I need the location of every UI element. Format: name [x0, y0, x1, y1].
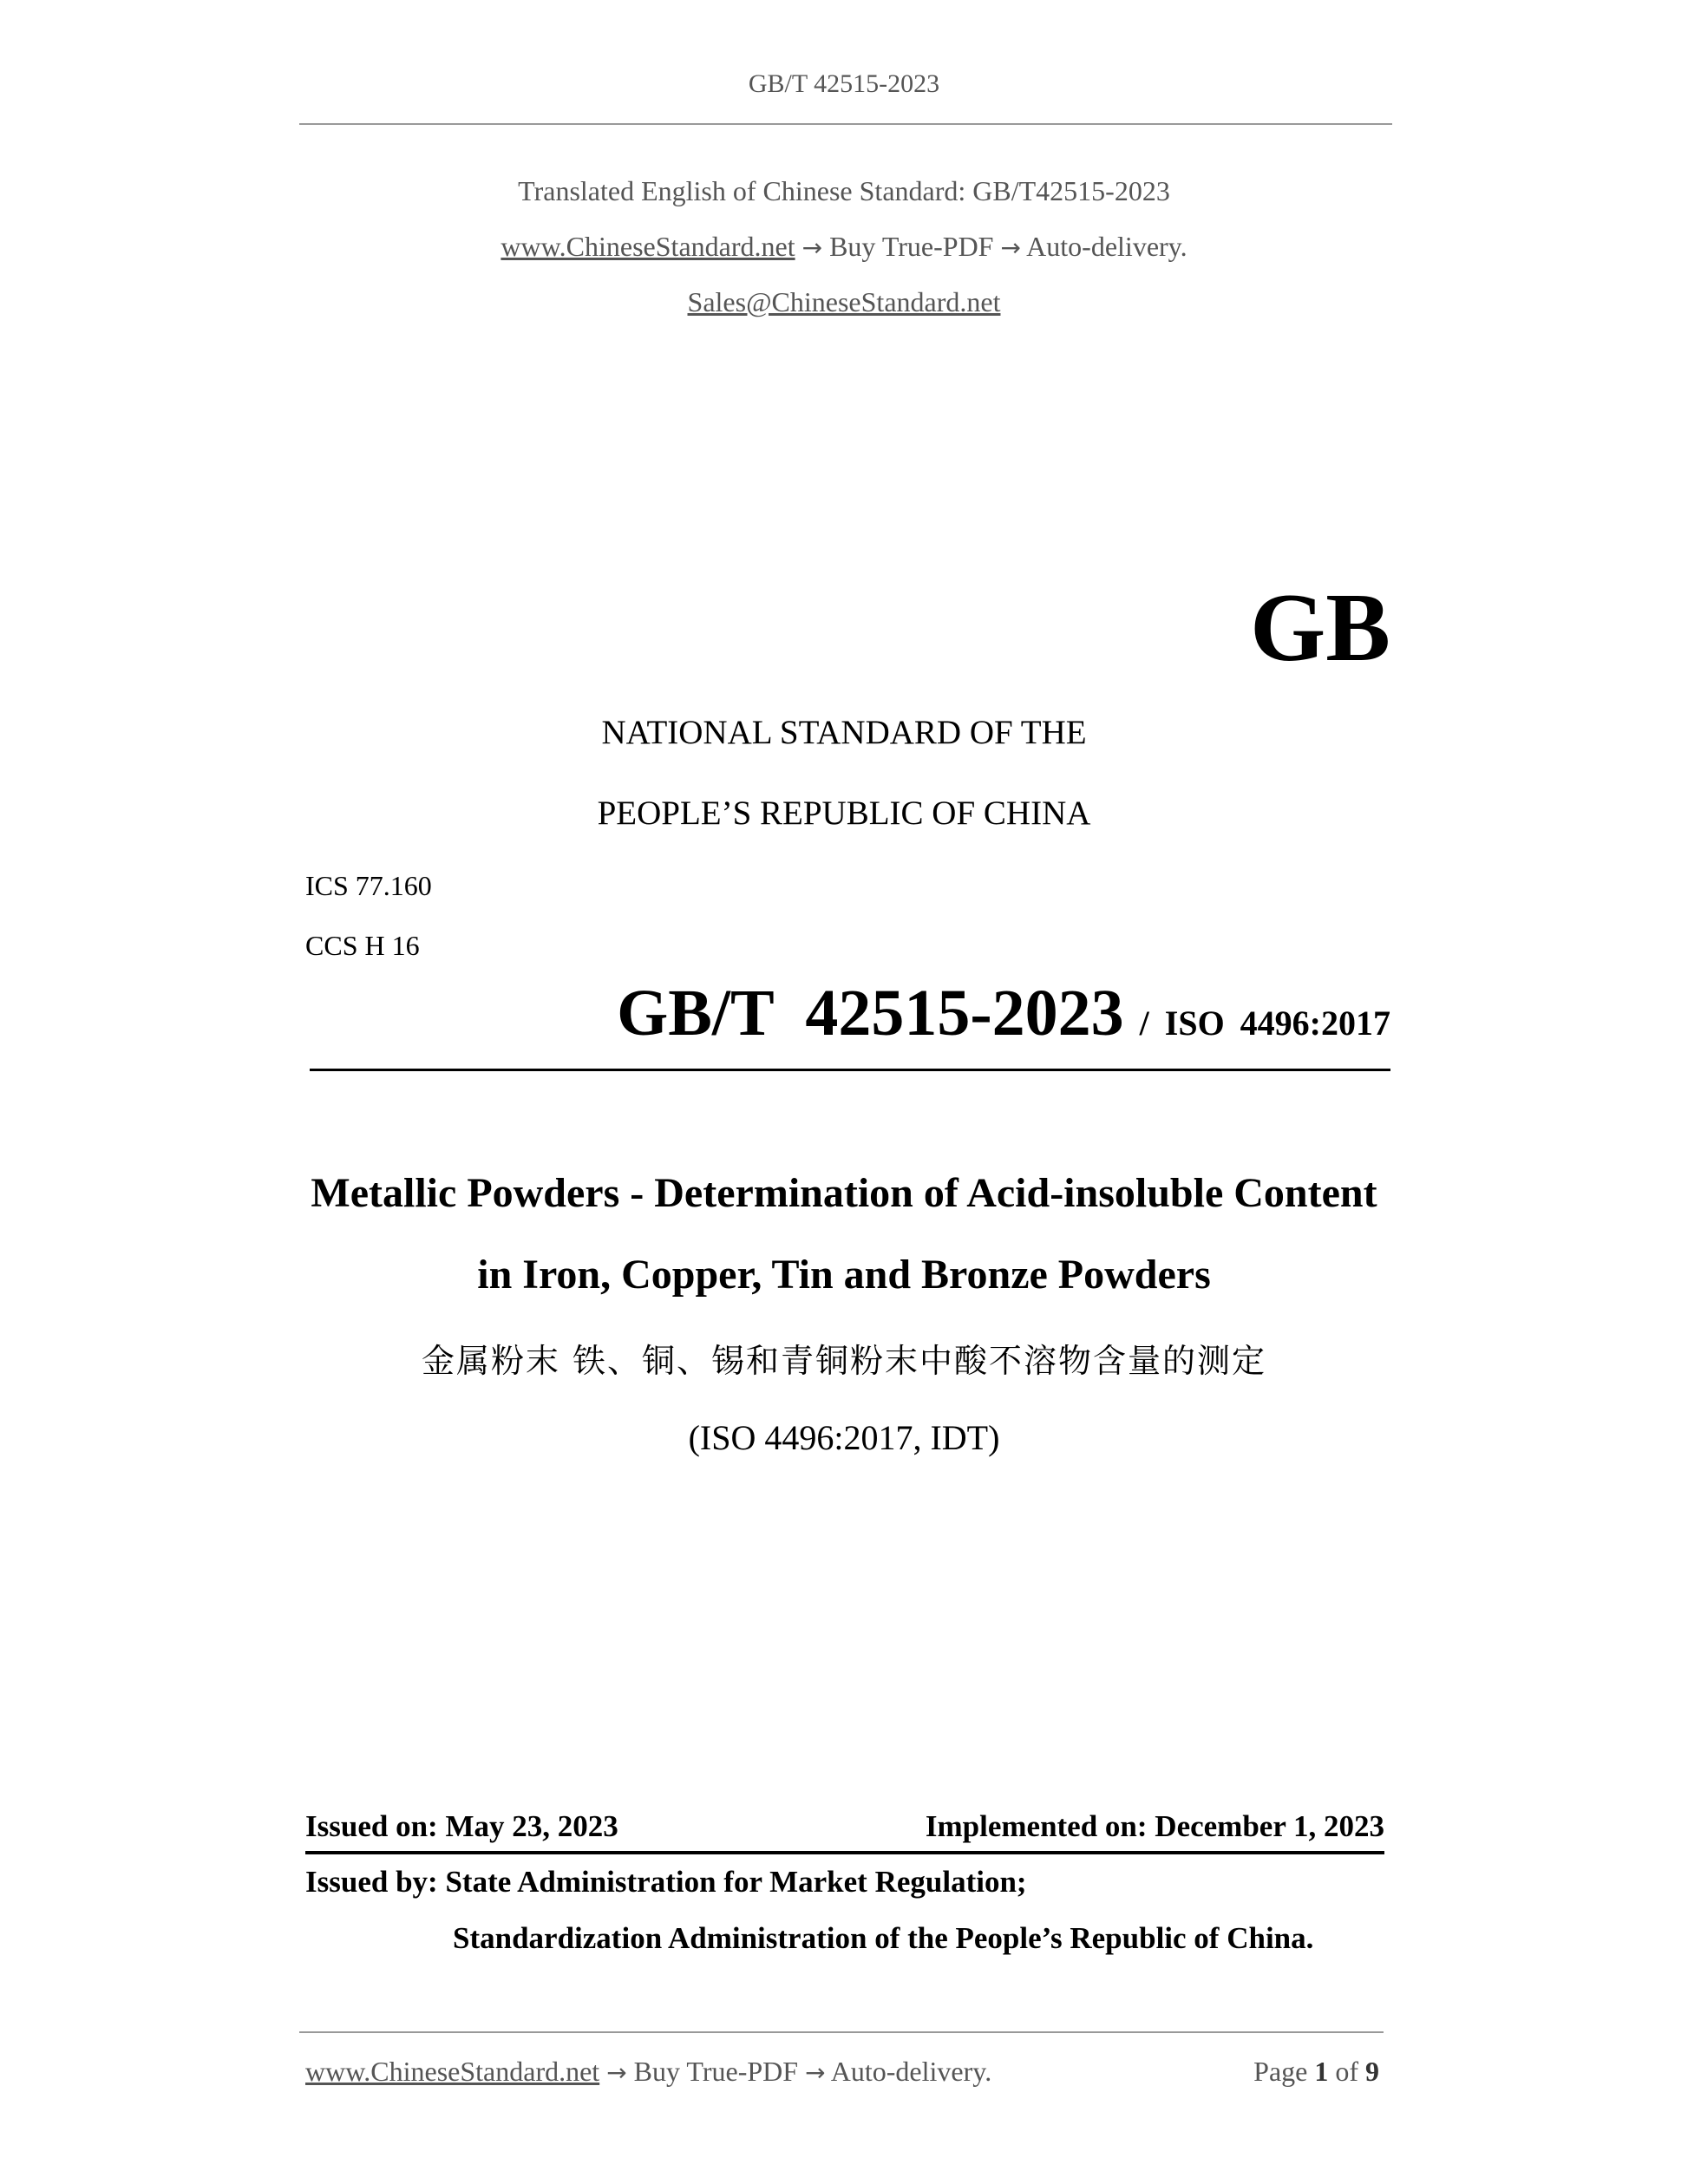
email-link[interactable]: Sales@ChineseStandard.net [687, 286, 1001, 317]
title-english-line-2: in Iron, Copper, Tin and Bronze Powders [477, 1252, 1211, 1298]
standard-number: GB/T 42515-2023 [617, 977, 1124, 1049]
arrow-right-icon: → [1000, 233, 1021, 262]
ics-code: ICS 77.160 [305, 870, 432, 901]
footer-delivery-text: Auto-delivery. [830, 2056, 992, 2087]
buy-text: Buy True-PDF [829, 231, 994, 262]
implemented-on-date: Implemented on: December 1, 2023 [925, 1809, 1384, 1843]
arrow-right-icon: → [606, 2058, 627, 2087]
iso-reference: / ISO 4496:2017 [1139, 1004, 1390, 1043]
footer-purchase-line [305, 2056, 991, 2088]
of-label: of [1335, 2056, 1358, 2087]
arrow-right-icon: → [801, 233, 823, 262]
page-label: Page [1253, 2056, 1308, 2087]
issued-on-date: Issued on: May 23, 2023 [305, 1809, 618, 1843]
standard-number-block [617, 977, 1390, 1049]
footer-buy-text: Buy True-PDF [633, 2056, 799, 2087]
footer-divider [299, 2031, 1384, 2033]
header-divider [299, 123, 1392, 125]
page-current: 1 [1314, 2056, 1329, 2087]
national-standard-line-1: NATIONAL STANDARD OF THE [601, 714, 1087, 751]
purchase-line [0, 231, 1688, 263]
iso-equivalence: (ISO 4496:2017, IDT) [688, 1418, 1000, 1457]
issued-by: Issued by: State Administration for Market Regulation; [305, 1865, 1027, 1899]
title-chinese: 金属粉末 铁、铜、锡和青铜粉末中酸不溶物含量的测定 [421, 1342, 1267, 1380]
email-line [0, 286, 1688, 318]
issue-divider [305, 1851, 1384, 1854]
standard-number-divider [310, 1069, 1390, 1071]
delivery-text: Auto-delivery. [1026, 231, 1187, 262]
running-header: GB/T 42515-2023 [748, 69, 940, 98]
translation-notice: Translated English of Chinese Standard: GB/T42515-2023 [518, 175, 1170, 206]
arrow-right-icon: → [805, 2058, 826, 2087]
title-english-line-1: Metallic Powders - Determination of Acid-insoluble Content [311, 1170, 1377, 1216]
footer-website-link[interactable]: www.ChineseStandard.net [305, 2056, 600, 2087]
ccs-code: CCS H 16 [305, 930, 420, 961]
gb-mark: GB [1250, 574, 1390, 682]
national-standard-line-2: PEOPLE’S REPUBLIC OF CHINA [597, 794, 1091, 832]
page-total: 9 [1365, 2056, 1379, 2087]
issued-by-second-authority: Standardization Administration of the People’s Republic of China. [453, 1921, 1314, 1955]
page-indicator [1253, 2056, 1379, 2088]
website-link[interactable]: www.ChineseStandard.net [501, 231, 795, 262]
